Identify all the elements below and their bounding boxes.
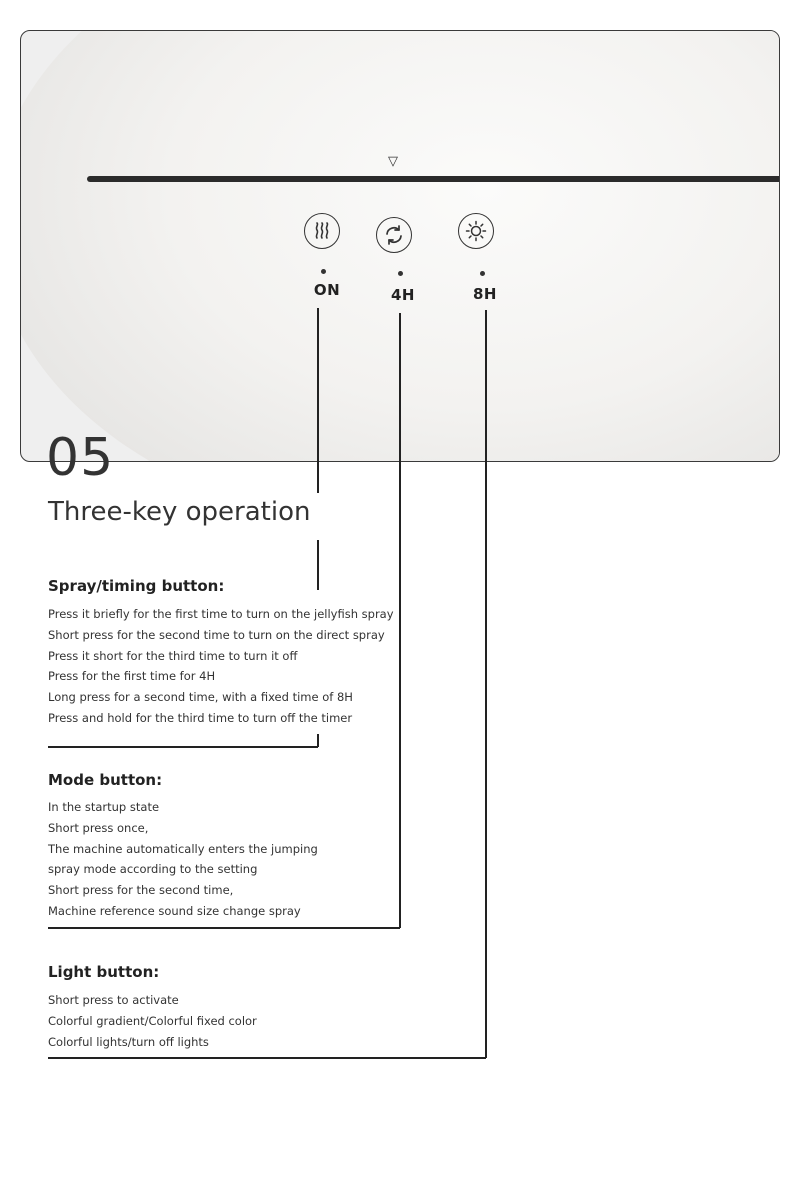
mist-icon <box>304 213 340 249</box>
desc-line: Short press for the second time to turn on the direct spray <box>48 627 385 642</box>
key-dot <box>398 271 403 276</box>
key-label-8h: 8H <box>473 285 497 303</box>
section-desc-spray <box>48 604 394 729</box>
section-title-spray: Spray/timing button: <box>48 577 225 595</box>
key-label-4h: 4H <box>391 286 415 304</box>
underline-spray <box>48 746 318 748</box>
desc-line: Colorful gradient/Colorful fixed color <box>48 1013 257 1028</box>
key-dot <box>321 269 326 274</box>
section-title-light: Light button: <box>48 963 160 981</box>
desc-line: Press and hold for the third time to turn off the timer <box>48 710 353 725</box>
section-desc-mode <box>48 797 318 922</box>
section-desc-light <box>48 990 257 1052</box>
desc-line: spray mode according to the setting <box>48 862 258 877</box>
leader-line-spray <box>317 308 319 493</box>
leader-line-light <box>485 310 487 1058</box>
leader-line-spray <box>317 540 319 590</box>
sun-icon <box>458 213 494 249</box>
desc-line: Short press once, <box>48 820 149 835</box>
diffuser-groove <box>87 176 780 182</box>
desc-line: Colorful lights/turn off lights <box>48 1034 209 1049</box>
desc-line: Short press for the second time, <box>48 883 234 898</box>
desc-line: Press it briefly for the first time to turn on the jellyfish spray <box>48 607 394 621</box>
desc-line: The machine automatically enters the jumping <box>48 841 318 856</box>
desc-line: Press for the first time for 4H <box>48 669 216 684</box>
key-label-on: ON <box>313 281 341 299</box>
desc-line: In the startup state <box>48 800 160 814</box>
desc-line: Long press for a second time, with a fixed time of 8H <box>48 690 353 705</box>
triangle-marker-icon: ▽ <box>388 154 398 169</box>
cycle-icon <box>376 217 412 253</box>
key-dot <box>480 271 485 276</box>
underline-mode <box>48 927 400 929</box>
underline-light <box>48 1057 486 1059</box>
desc-line: Press it short for the third time to turn it off <box>48 648 298 663</box>
leader-line-mode <box>399 313 401 928</box>
page-title: Three-key operation <box>48 497 311 527</box>
step-number: 05 <box>46 428 115 488</box>
desc-line: Machine reference sound size change spray <box>48 903 301 918</box>
desc-line: Short press to activate <box>48 993 179 1007</box>
section-title-mode: Mode button: <box>48 771 163 789</box>
